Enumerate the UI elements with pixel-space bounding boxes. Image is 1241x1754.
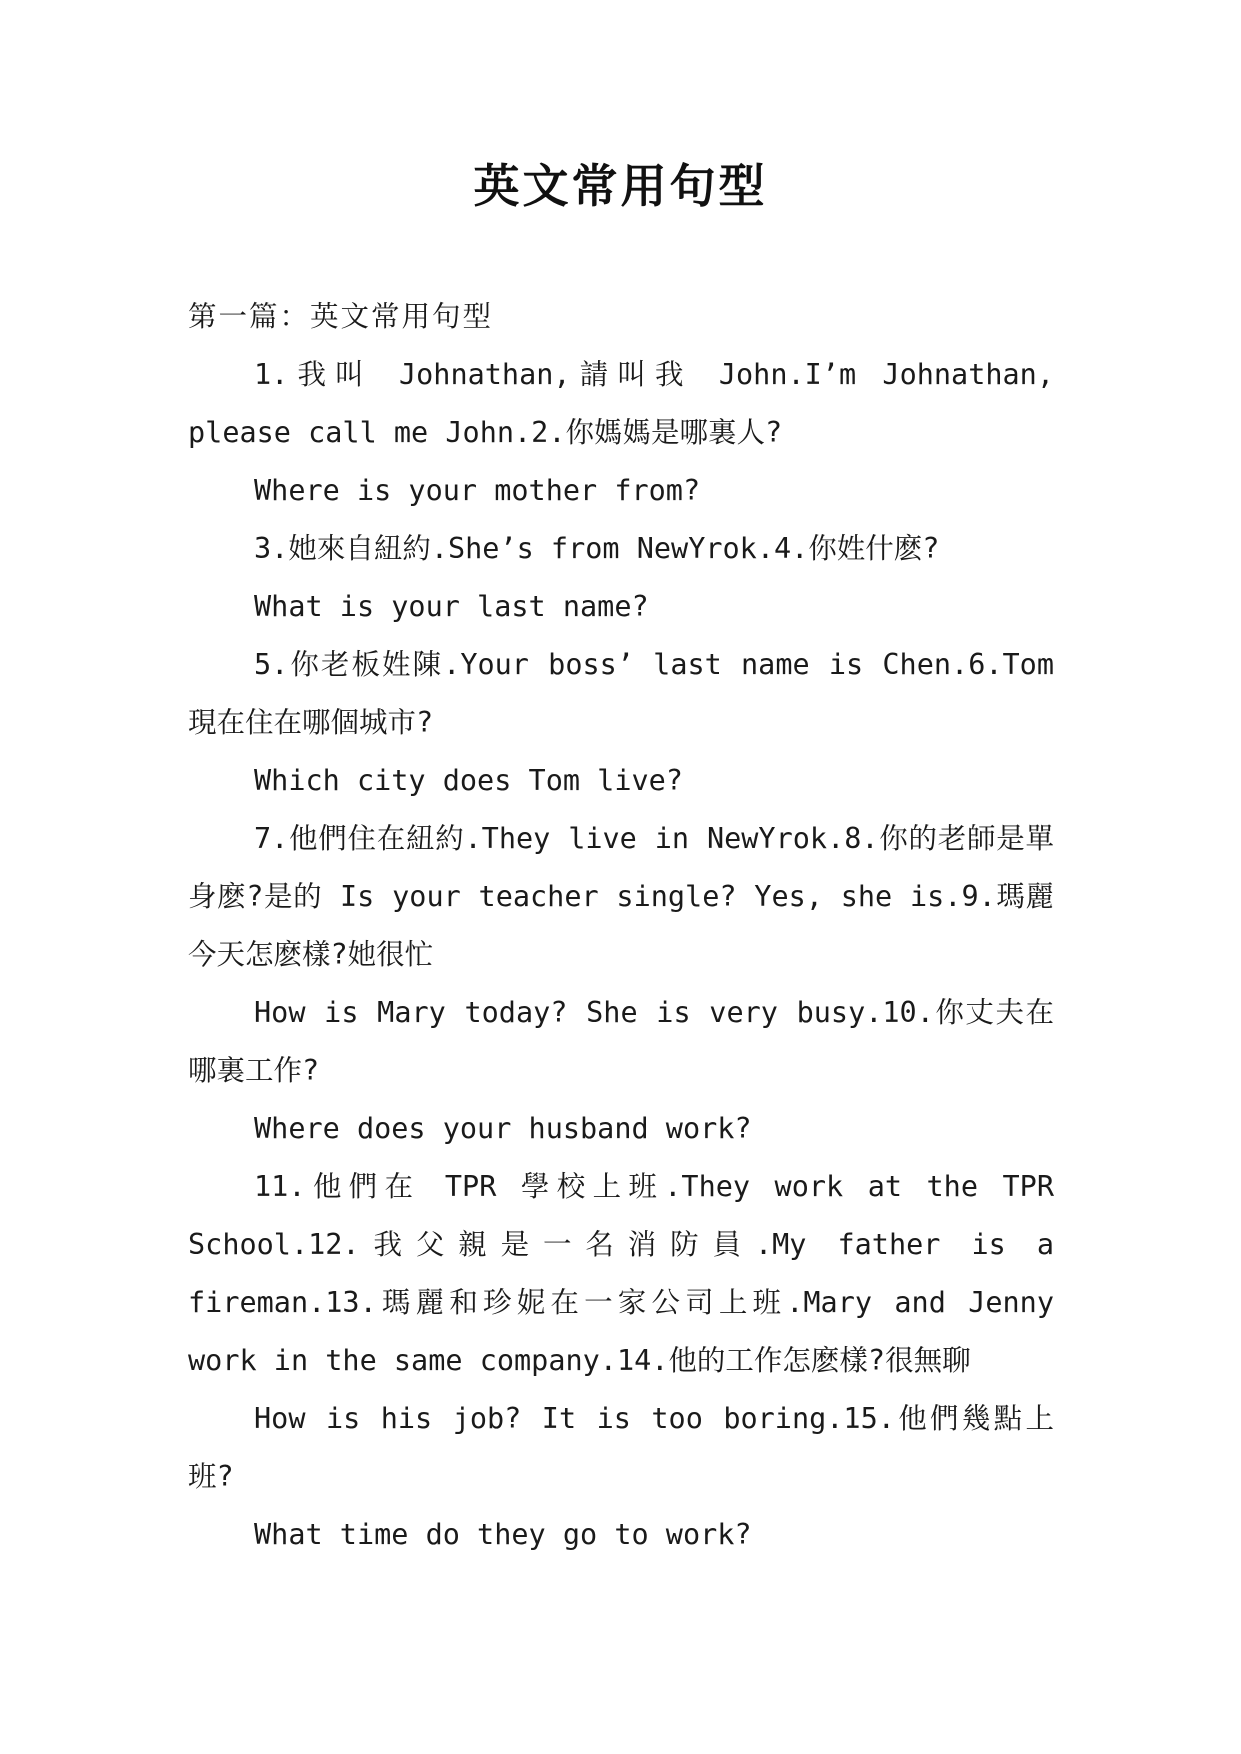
paragraph: How is his job? It is too boring.15.他們幾點上班? (188, 1402, 1054, 1493)
paragraph: 3.她來自紐約.She’s from NewYrok.4.你姓什麽? (254, 532, 940, 565)
paragraph: How is Mary today? She is very busy.10.你丈夫在哪裏工作? (188, 996, 1054, 1087)
paragraph: 7.他們住在紐約.They live in NewYrok.8.你的老師是單身麽?是的 Is your teacher single? Yes, she is.9.瑪麗今天怎麽樣?她很忙 (188, 822, 1054, 971)
paragraph: Where does your husband work? (254, 1112, 752, 1145)
paragraph: 5.你老板姓陳.Your boss’ last name is Chen.6.Tom現在住在哪個城市? (188, 648, 1054, 739)
document-title: 英文常用句型 (473, 159, 768, 213)
paragraph: Where is your mother from? (254, 474, 701, 507)
paragraph: 11.他們在 TPR 學校上班.They work at the TPR School.12.我父親是一名消防員.My father is a fireman.13.瑪麗和珍妮在一家公司上班.Mary and Jenny work in the same company.14.他的工作怎麽樣?很無聊 (188, 1170, 1054, 1377)
paragraph: 1.我叫 Johnathan,請叫我 John.I’m Johnathan, please call me John.2.你媽媽是哪裏人? (188, 358, 1054, 449)
document-body (188, 288, 1054, 1564)
paragraph: Which city does Tom live? (254, 764, 683, 797)
paragraph: What is your last name? (254, 590, 649, 623)
section-heading: 第一篇：英文常用句型 (188, 300, 494, 333)
paragraph: What time do they go to work? (254, 1518, 752, 1551)
